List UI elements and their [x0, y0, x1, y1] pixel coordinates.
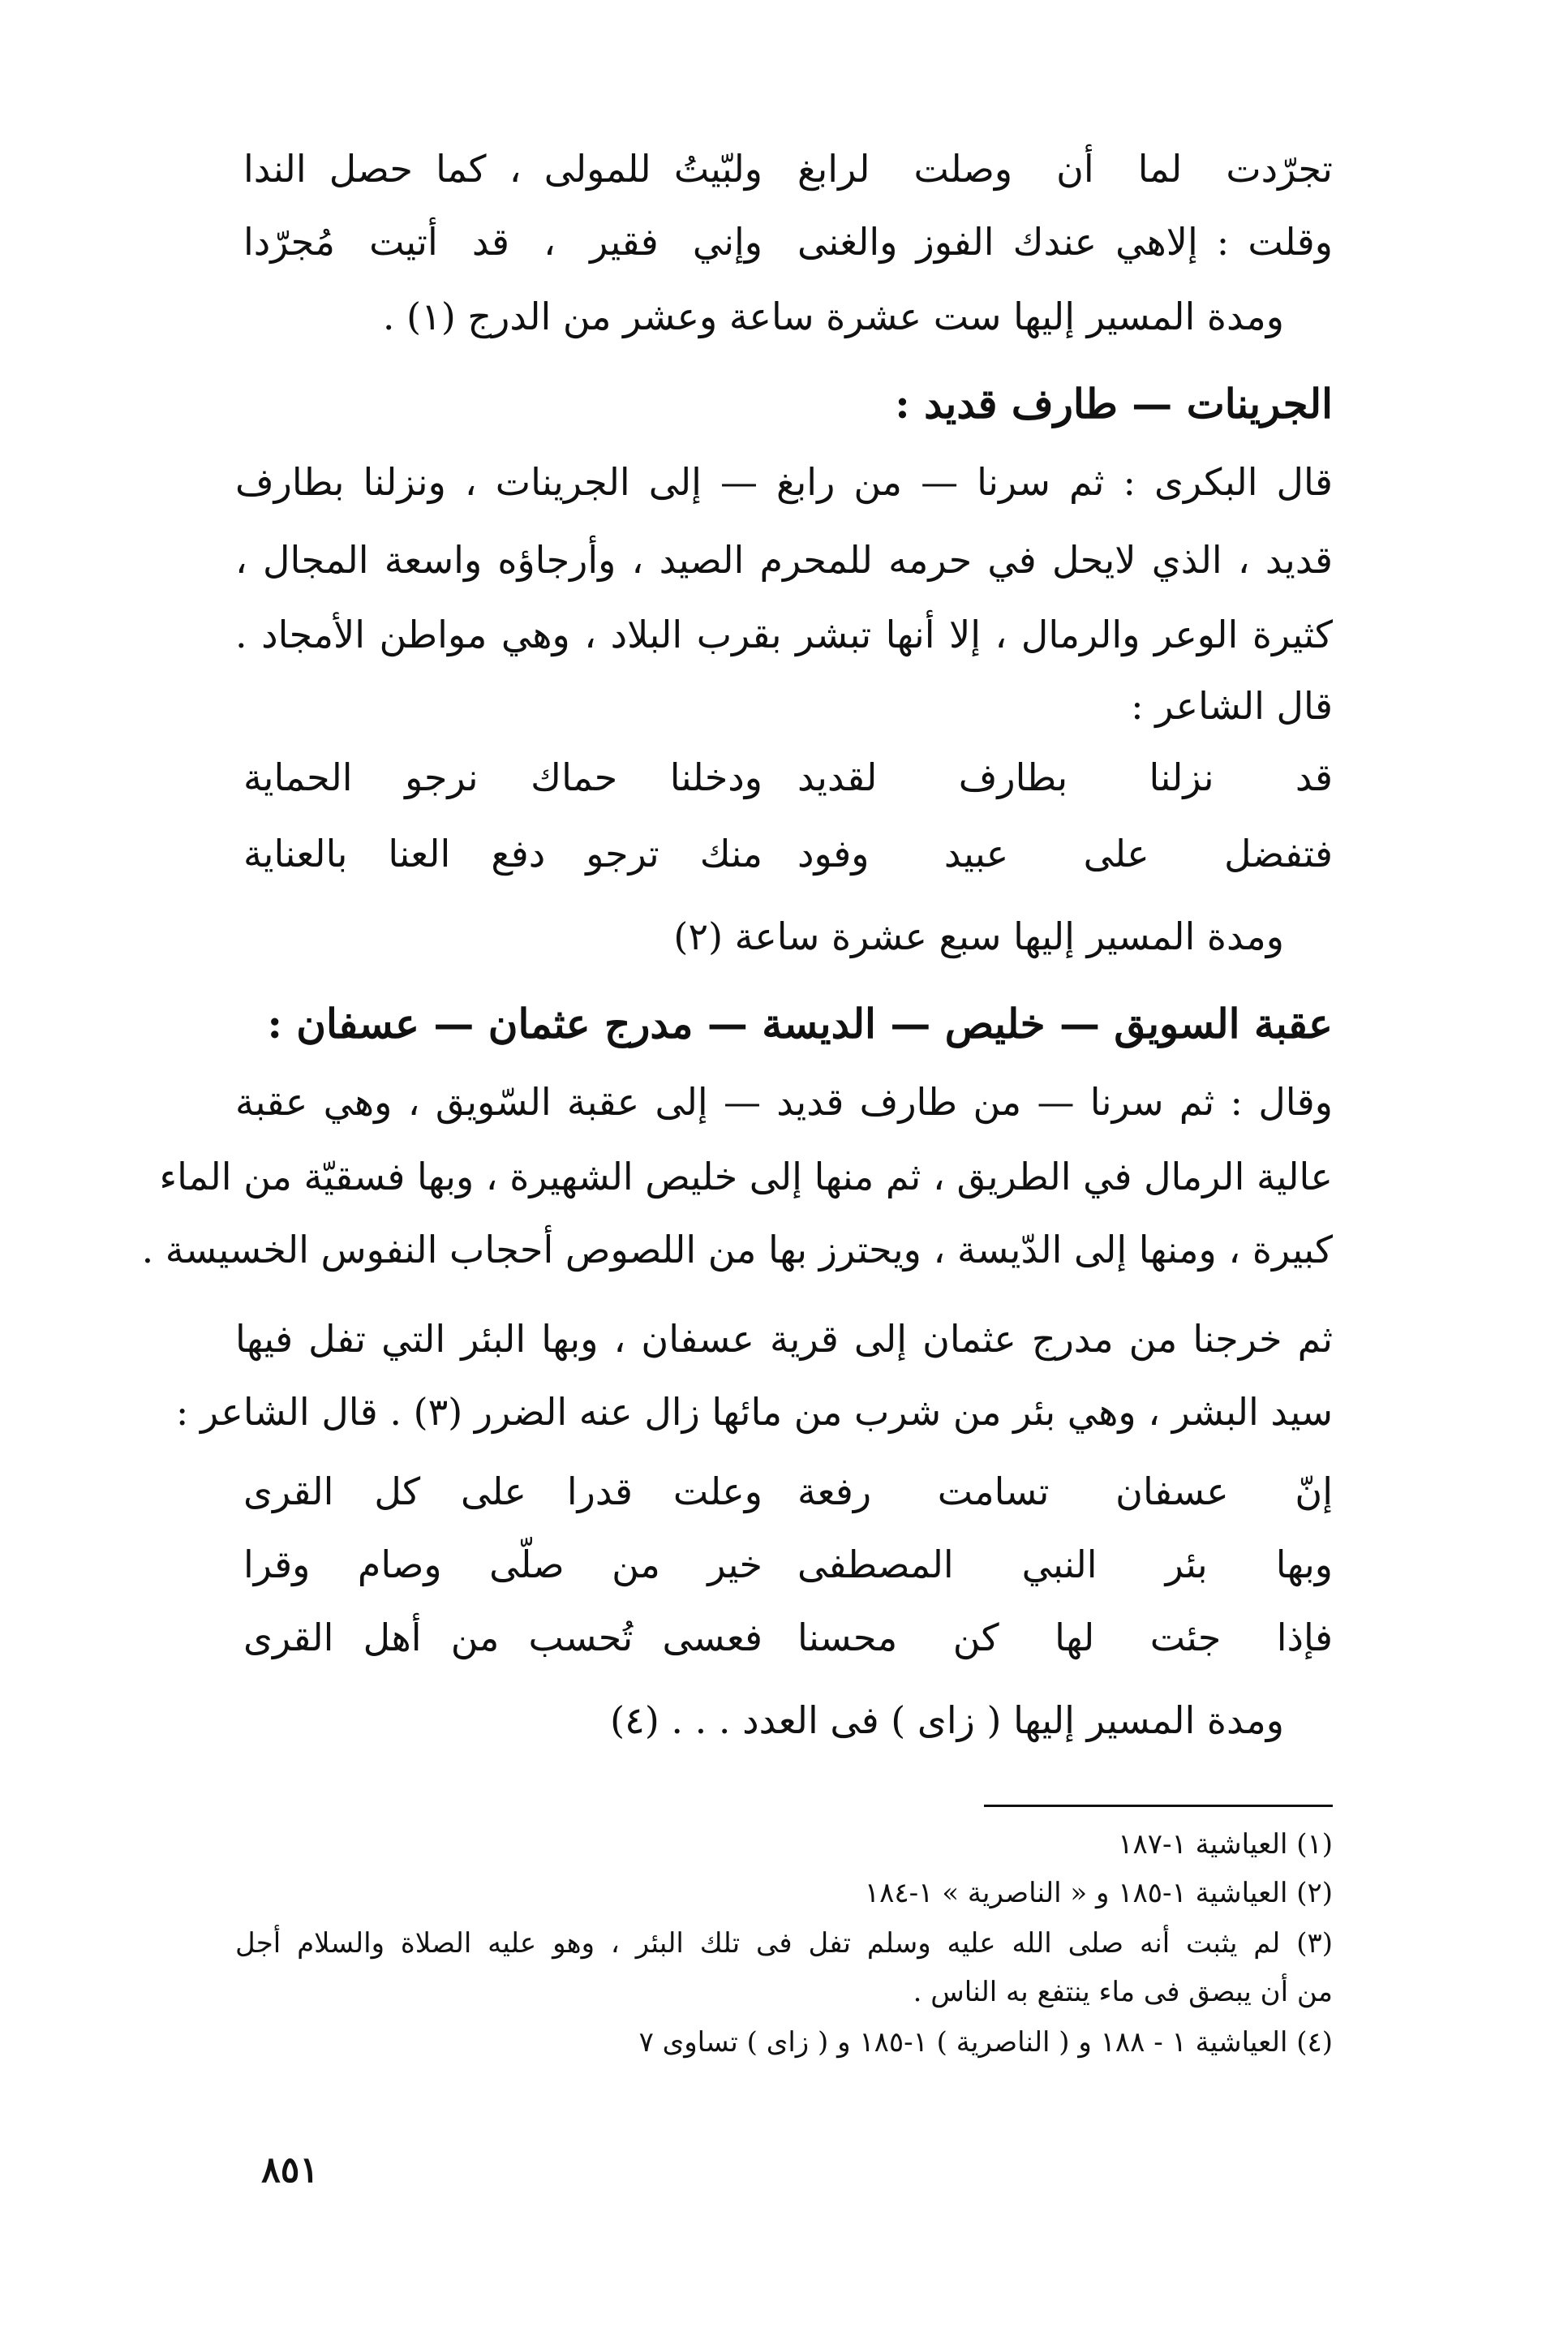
verse-hemistich-right: إنّ عسفان تسامت رفعة — [797, 1469, 1333, 1513]
footnote: (١) العياشية ١-١٨٧ — [1118, 1828, 1333, 1861]
page-number: ٨٥١ — [261, 2149, 319, 2191]
verse-hemistich-left: خير من صلّى وصام وقرا — [243, 1543, 763, 1586]
travel-duration-line: ومدة المسير إليها سبع عشرة ساعة (٢) — [673, 914, 1284, 958]
verse-hemistich-right: فإذا جئت لها كن محسنا — [797, 1616, 1333, 1659]
paragraph-line: عالية الرمال في الطريق ، ثم منها إلى خليص الشهيرة ، وبها فسقيّة من الماء — [159, 1155, 1333, 1198]
paragraph-line: سيد البشر ، وهي بئر من شرب من مائها زال عنه الضرر (٣) . قال الشاعر : — [175, 1390, 1333, 1434]
verse-hemistich-left: وإني فقير ، قد أتيت مُجرّدا — [243, 220, 763, 264]
paragraph-line: ثم خرجنا من مدرج عثمان إلى قرية عسفان ، وبها البئر التي تفل فيها — [235, 1317, 1333, 1361]
section-heading: عقبة السويق — خليص — الديسة — مدرج عثمان — عسفان : — [267, 1000, 1333, 1048]
paragraph-line: قال البكرى : ثم سرنا — من رابغ — إلى الجرينات ، ونزلنا بطارف — [235, 460, 1333, 504]
verse-hemistich-left: ولبّيتُ للمولى ، كما حصل الندا — [243, 147, 763, 191]
verse-hemistich-right: وقلت : إلاهي عندك الفوز والغنى — [797, 220, 1333, 264]
verse-hemistich-left: فعسى تُحسب من أهل القرى — [243, 1616, 763, 1659]
footnote-continuation: من أن يبصق فى ماء ينتفع به الناس . — [913, 1976, 1333, 2008]
paragraph-line: كبيرة ، ومنها إلى الدّيسة ، ويحترز بها من اللصوص أحجاب النفوس الخسيسة . — [141, 1228, 1333, 1271]
verse-hemistich-left: وعلت قدرا على كل القرى — [243, 1469, 763, 1513]
travel-duration-line: ومدة المسير إليها ( زاى ) فى العدد . . . (٤) — [610, 1698, 1284, 1742]
verse-hemistich-right: تجرّدت لما أن وصلت لرابغ — [797, 147, 1333, 191]
poet-intro: قال الشاعر : — [1131, 684, 1333, 728]
paragraph-line: قديد ، الذي لايحل في حرمه للمحرم الصيد ، وأرجاؤه واسعة المجال ، — [235, 538, 1333, 582]
verse-hemistich-left: ودخلنا حماك نرجو الحماية — [243, 755, 763, 799]
footnote: (٣) لم يثبت أنه صلى الله عليه وسلم تفل فى تلك البئر ، وهو عليه الصلاة والسلام أجل — [235, 1927, 1333, 1960]
footnote-separator — [984, 1805, 1333, 1807]
paragraph-line: كثيرة الوعر والرمال ، إلا أنها تبشر بقرب البلاد ، وهي مواطن الأمجاد . — [235, 613, 1333, 656]
paragraph-line: وقال : ثم سرنا — من طارف قديد — إلى عقبة السّويق ، وهي عقبة — [235, 1080, 1333, 1124]
travel-duration-line: ومدة المسير إليها ست عشرة ساعة وعشر من الدرج (١) . — [382, 295, 1284, 338]
section-heading: الجرينات — طارف قديد : — [895, 380, 1333, 428]
verse-hemistich-left: منك ترجو دفع العنا بالعناية — [243, 832, 763, 876]
footnote: (٤) العياشية ١ - ١٨٨ و ( الناصرية ) ١-١٨٥ و ( زاى ) تساوى ٧ — [638, 2026, 1333, 2059]
verse-hemistich-right: وبها بئر النبي المصطفى — [797, 1543, 1333, 1586]
footnote: (٢) العياشية ١-١٨٥ و « الناصرية » ١-١٨٤ — [864, 1877, 1333, 1909]
verse-hemistich-right: فتفضل على عبيد وفود — [797, 832, 1333, 876]
verse-hemistich-right: قد نزلنا بطارف لقديد — [797, 755, 1333, 799]
